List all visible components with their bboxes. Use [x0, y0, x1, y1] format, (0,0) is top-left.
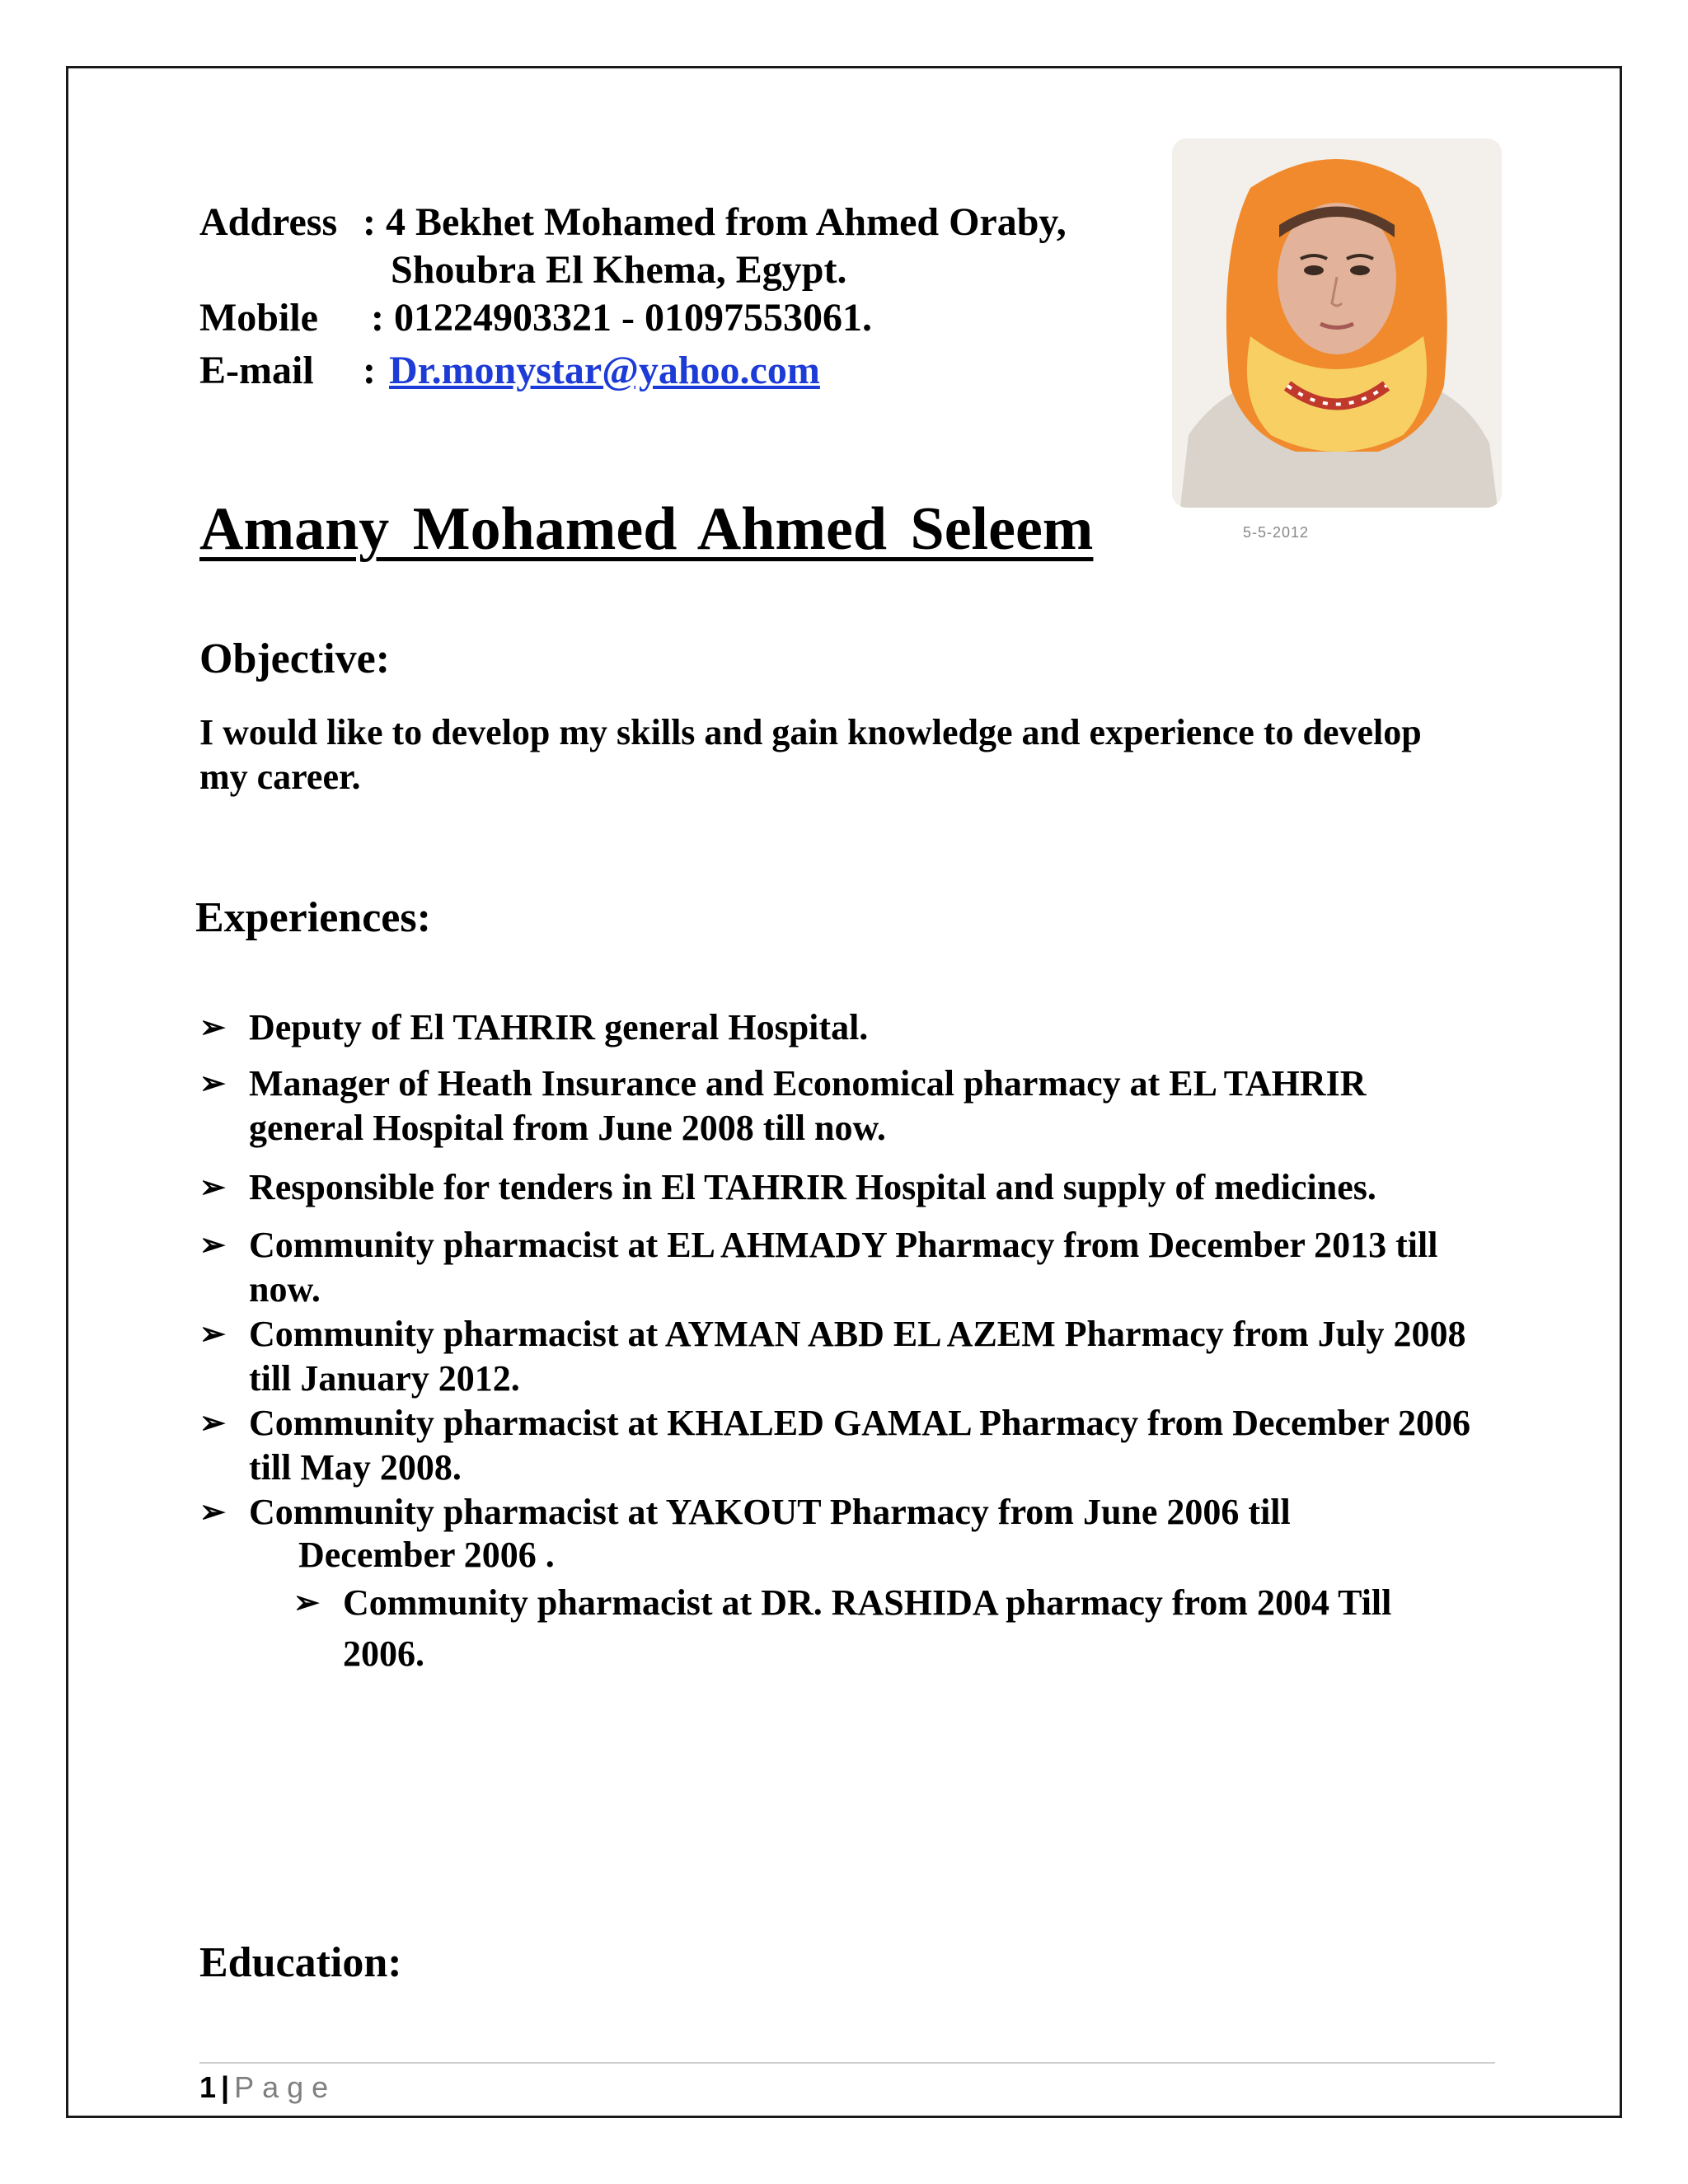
contact-block: [199, 199, 1106, 397]
mobile-label: Mobile: [199, 296, 318, 340]
email-label: E-mail: [199, 349, 314, 392]
arrow-bullet-icon: ➢: [199, 1010, 226, 1045]
experiences-heading: Experiences:: [195, 894, 431, 941]
candidate-name: Amany Mohamed Ahmed Seleem: [199, 495, 1094, 563]
page-number: 1: [199, 2070, 217, 2104]
email-colon: :: [363, 349, 376, 392]
arrow-bullet-icon: ➢: [199, 1170, 226, 1205]
page-word: Page: [234, 2070, 337, 2104]
experience-item: ➢ Community pharmacist at DR. RASHIDA pharmacy from 2004 Till 2006.: [293, 1582, 1392, 1674]
photo-date-stamp: 5-5-2012: [1243, 524, 1310, 541]
education-heading: Education:: [199, 1939, 402, 1986]
arrow-bullet-icon: ➢: [199, 1228, 226, 1263]
objective-heading: Objective:: [199, 635, 391, 682]
footer-separator: |: [221, 2070, 230, 2104]
portrait-image: [1172, 138, 1502, 508]
arrow-bullet-icon: ➢: [293, 1586, 320, 1620]
arrow-bullet-icon: ➢: [199, 1406, 226, 1441]
address-label: Address: [199, 200, 338, 244]
arrow-bullet-icon: ➢: [199, 1317, 226, 1352]
arrow-bullet-icon: ➢: [199, 1495, 226, 1530]
objective-text: I would like to develop my skills and gain knowledge and experience to develop my career.: [199, 712, 1422, 797]
arrow-bullet-icon: ➢: [199, 1066, 226, 1101]
page-footer: [199, 2070, 336, 2105]
profile-photo: [1172, 138, 1502, 508]
footer-divider: [199, 2062, 1495, 2064]
mobile-value: : 01224903321 - 01097553061.: [371, 296, 872, 340]
email-link[interactable]: Dr.monystar@yahoo.com: [389, 349, 820, 392]
address-line-2: Shoubra El Khema, Egypt.: [391, 248, 847, 292]
experience-item: ➢ Community pharmacist at YAKOUT Pharmacy from June 2006 till December 2006 .: [199, 1492, 1291, 1575]
address-line-1: : 4 Bekhet Mohamed from Ahmed Oraby,: [363, 200, 1067, 244]
